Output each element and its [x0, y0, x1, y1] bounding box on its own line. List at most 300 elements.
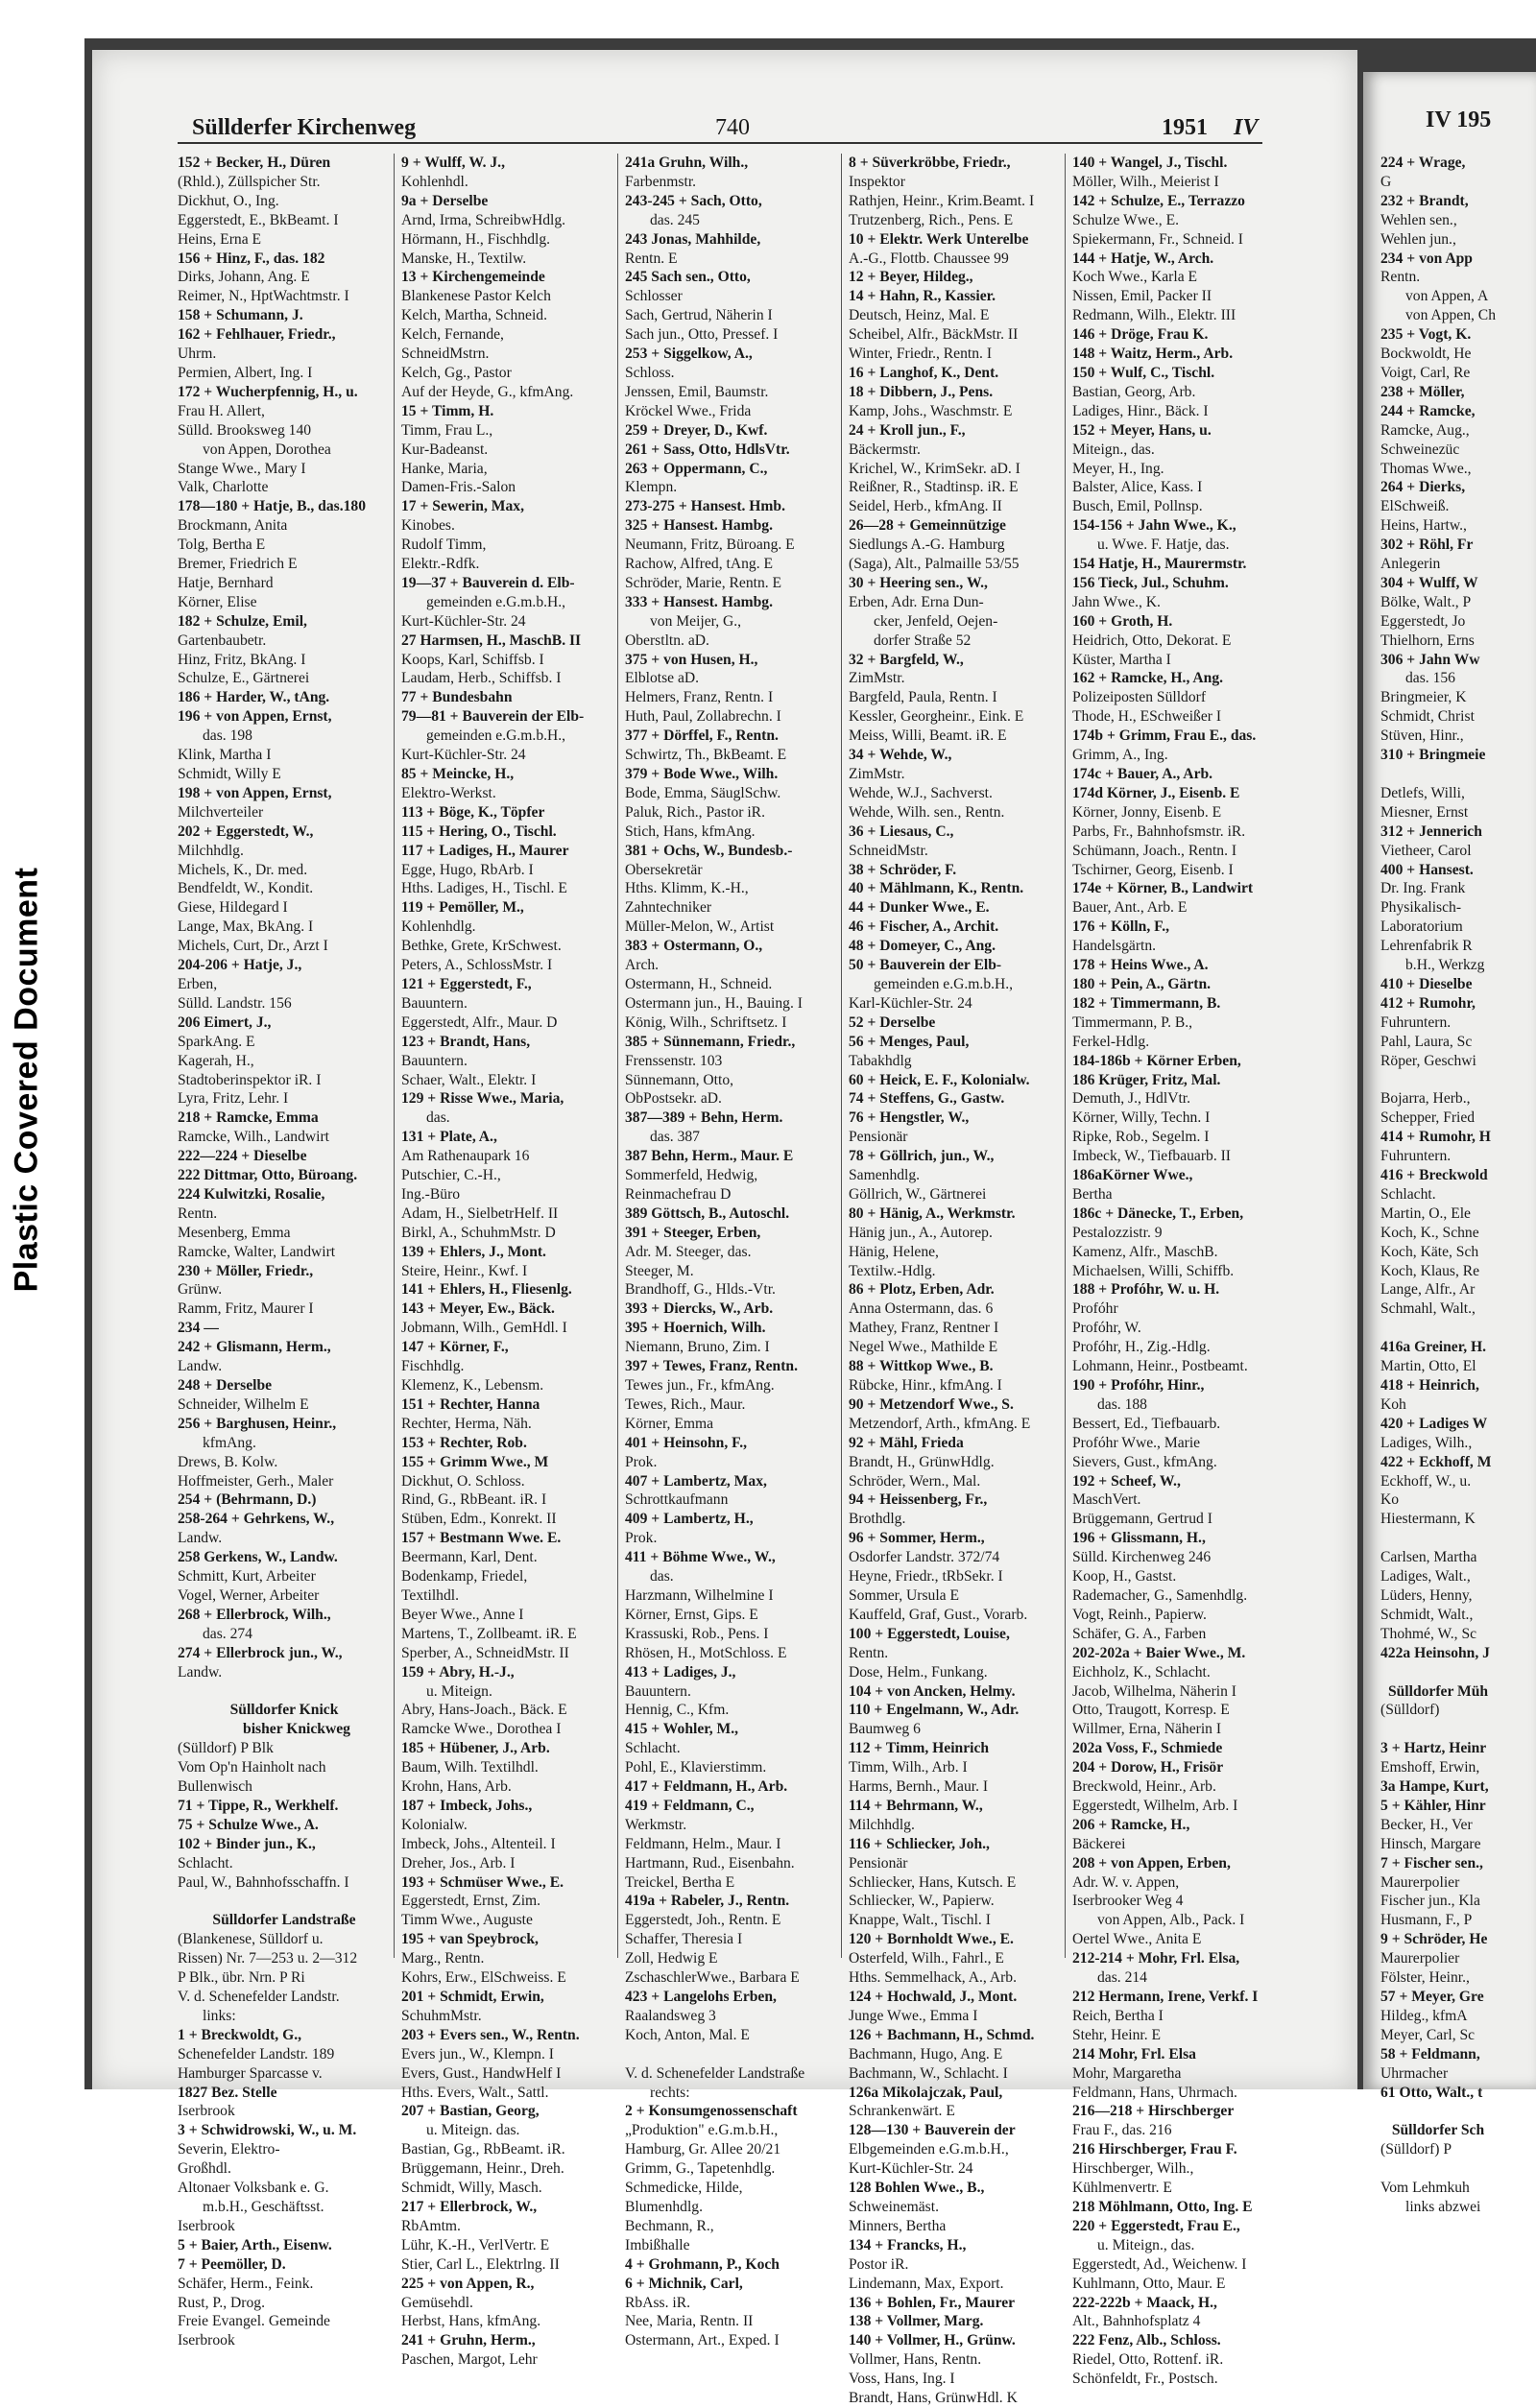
directory-entry: Raalandsweg 3 [625, 2007, 716, 2024]
directory-entry: Sommer, Ursula E [849, 1586, 960, 1604]
directory-entry: 377 + Dörffel, F., Rentn. [625, 727, 779, 745]
directory-entry: Abry, Hans-Joach., Bäck. E [401, 1702, 567, 1719]
directory-entry: 61 Otto, Walt., t [1380, 2084, 1483, 2101]
directory-entry: 141 + Ehlers, H., Fliesenlg. [401, 1281, 572, 1299]
directory-entry: kfmAng. [203, 1434, 256, 1451]
directory-column-5 [1072, 154, 1285, 2388]
directory-entry: 174d Körner, J., Eisenb. E [1072, 784, 1240, 801]
directory-entry: Hartmann, Rud., Eisenbahn. [625, 1854, 795, 1872]
directory-entry: Sülldorfer Sch [1391, 2122, 1485, 2139]
directory-entry: Hamburg, Gr. Allee 20/21 [625, 2141, 781, 2158]
directory-entry: 259 + Dreyer, D., Kwf. [625, 421, 768, 439]
directory-entry: 410 + Dieselbe [1380, 975, 1473, 992]
directory-entry: 419 + Feldmann, C., [625, 1797, 755, 1814]
directory-entry: 155 + Grimm Wwe., M [401, 1453, 549, 1470]
directory-column-4 [849, 154, 1062, 2407]
directory-entry: Bode, Emma, SäuglSchw. [625, 784, 781, 801]
directory-entry: Rathjen, Heinr., Krim.Beamt. I [849, 192, 1035, 209]
directory-entry: Breckwold, Heinr., Arb. [1072, 1778, 1216, 1796]
directory-entry: Rhösen, H., MotSchloss. E [625, 1644, 787, 1661]
directory-entry: 208 + von Appen, Erben, [1072, 1854, 1231, 1872]
directory-entry: 225 + von Appen, R., [401, 2275, 535, 2292]
directory-entry: Kröckel Wwe., Frida [625, 402, 752, 419]
directory-entry: Wehlen jun., [1380, 230, 1456, 248]
directory-entry: Harzmann, Wilhelmine I [625, 1586, 774, 1604]
directory-entry: 75 + Schulze Wwe., A. [178, 1816, 319, 1833]
directory-entry: Jacob, Wilhelma, Näherin I [1072, 1682, 1236, 1700]
directory-entry: 13 + Kirchengemeinde [401, 269, 545, 286]
directory-entry: Göllrich, W., Gärtnerei [849, 1185, 987, 1203]
directory-entry: 34 + Wehde, W., [849, 747, 952, 764]
directory-entry: 385 + Sünnemann, Friedr., [625, 1033, 796, 1050]
directory-entry: bisher Knickweg [243, 1721, 350, 1738]
directory-entry: 422 + Eckhoff, M [1380, 1453, 1492, 1470]
directory-entry: 17 + Sewerin, Max, [401, 498, 524, 515]
directory-entry: Milchhdlg. [178, 842, 244, 859]
directory-entry: 128—130 + Bauverein der [849, 2122, 1016, 2139]
directory-entry: Ramcke, Aug., [1380, 421, 1470, 439]
directory-entry: Brandt, H., GrünwHdlg. [849, 1453, 995, 1470]
directory-entry: Damen-Fris.-Salon [401, 479, 516, 496]
directory-entry: Bethke, Grete, KrSchwest. [401, 938, 562, 955]
directory-entry: 131 + Plate, A., [401, 1129, 497, 1146]
directory-entry: Severin, Elektro- [178, 2141, 280, 2158]
directory-entry: Frau F., das. 216 [1072, 2122, 1172, 2139]
directory-entry: 77 + Bundesbahn [401, 689, 513, 706]
directory-entry: 40 + Mählmann, K., Rentn. [849, 880, 1024, 897]
directory-entry: Carlsen, Martha [1380, 1549, 1477, 1566]
directory-entry: 387 Behn, Herm., Maur. E [625, 1148, 794, 1165]
directory-entry: Brothdlg. [849, 1511, 906, 1528]
directory-entry: 416a Greiner, H. [1380, 1339, 1487, 1356]
directory-entry: 152 + Meyer, Hans, u. [1072, 421, 1212, 439]
directory-entry: 248 + Derselbe [178, 1377, 273, 1394]
directory-entry: Blumenhdlg. [625, 2198, 703, 2215]
directory-entry: 418 + Heinrich, [1380, 1377, 1479, 1394]
directory-entry: Balster, Alice, Kass. I [1072, 479, 1203, 496]
directory-entry: Hörmann, H., Fischhdlg. [401, 230, 551, 248]
directory-entry: Thomas Wwe., [1380, 460, 1472, 477]
directory-entry: 218 + Ramcke, Emma [178, 1109, 319, 1127]
directory-entry: 7 + Fischer sen., [1380, 1854, 1483, 1872]
directory-entry: 136 + Bohlen, Fr., Maurer [849, 2294, 1016, 2311]
directory-entry: Schmitt, Kurt, Arbeiter [178, 1568, 316, 1585]
directory-entry: Voigt, Carl, Re [1380, 364, 1471, 381]
directory-entry: Pensionär [849, 1129, 908, 1146]
directory-entry: Junge Wwe., Emma I [849, 2007, 978, 2024]
directory-entry: Reimer, N., HptWachtmstr. I [178, 288, 349, 305]
directory-column-2 [401, 154, 614, 2369]
directory-entry: Rübcke, Hinr., kfmAng. I [849, 1377, 1002, 1394]
directory-entry: Spiekermann, Fr., Schneid. I [1072, 230, 1244, 248]
directory-entry: Prok. [625, 1530, 658, 1547]
directory-entry: Becker, H., Ver [1380, 1816, 1473, 1833]
directory-entry: 9 + Wulff, W. J., [401, 155, 505, 171]
directory-entry: Hths. Klimm, K.-H., [625, 880, 749, 897]
directory-entry: 268 + Ellerbrock, Wilh., [178, 1606, 331, 1623]
directory-entry: Timm, Wilh., Arb. I [849, 1759, 968, 1776]
directory-entry: 186 Krüger, Fritz, Mal. [1072, 1071, 1221, 1088]
directory-entry: Arnd, Irma, SchreibwHdlg. [401, 211, 566, 228]
directory-entry: RbAmtm. [401, 2217, 461, 2234]
directory-entry: 140 + Wangel, J., Tischl. [1072, 155, 1228, 171]
directory-entry: Hanke, Maria, [401, 460, 488, 477]
directory-entry: Reißner, R., Stadtinsp. iR. E [849, 479, 1019, 496]
directory-entry: 113 + Böge, K., Töpfer [401, 803, 545, 821]
directory-entry: 203 + Evers sen., W., Rentn. [401, 2026, 580, 2043]
directory-entry: 242 + Glismann, Herm., [178, 1339, 331, 1356]
directory-entry: Sülld. Landstr. 156 [178, 994, 292, 1012]
directory-entry: Schlacht. [1380, 1185, 1436, 1203]
directory-entry: Neumann, Fritz, Büroang. E [625, 536, 795, 554]
directory-entry: 180 + Pein, A., Gärtn. [1072, 975, 1212, 992]
directory-entry: 138 + Vollmer, Marg. [849, 2313, 984, 2330]
directory-entry: 148 + Waitz, Herm., Arb. [1072, 346, 1234, 363]
directory-entry: Seidel, Herb., kfmAng. II [849, 498, 1002, 515]
directory-entry: Michels, Curt, Dr., Arzt I [178, 938, 328, 955]
directory-entry: 114 + Behrmann, W., [849, 1797, 983, 1814]
directory-entry: 119 + Pemöller, M., [401, 899, 524, 917]
directory-entry: 90 + Metzendorf Wwe., S. [849, 1395, 1014, 1413]
directory-entry: Elektr.-Rdfk. [401, 556, 480, 573]
directory-entry: Iserbrook [178, 2332, 235, 2349]
directory-entry: 420 + Ladiges W [1380, 1415, 1488, 1432]
directory-entry: Koop, H., Gastst. [1072, 1568, 1177, 1585]
directory-entry: 126 + Bachmann, H., Schmd. [849, 2026, 1035, 2043]
directory-entry: Schweinemäst. [849, 2198, 939, 2215]
directory-entry: Metzendorf, Arth., kfmAng. E [849, 1415, 1031, 1432]
directory-entry [178, 1892, 391, 1911]
directory-entry: Freie Evangel. Gemeinde [178, 2313, 330, 2330]
directory-entry: 212-214 + Mohr, Frl. Elsa, [1072, 1950, 1240, 1967]
directory-entry: 38 + Schröder, F. [849, 861, 957, 878]
directory-entry: 245 Sach sen., Otto, [625, 269, 751, 286]
directory-entry: 253 + Siggelkow, A., [625, 346, 753, 363]
directory-entry: Krichel, W., KrimSekr. aD. I [849, 460, 1020, 477]
directory-entry: Detlefs, Willi, [1380, 784, 1465, 801]
directory-entry: Eichholz, K., Schlacht. [1072, 1663, 1211, 1681]
directory-entry: 58 + Feldmann, [1380, 2045, 1480, 2062]
directory-entry: 333 + Hansest. Hambg. [625, 593, 774, 610]
directory-entry: Osterfeld, Wilh., Fahrl., E [849, 1950, 1004, 1967]
directory-entry: 96 + Sommer, Herm., [849, 1530, 985, 1547]
directory-entry: 46 + Fischer, A., Archit. [849, 918, 999, 936]
directory-entry: Rademacher, G., Samenhdlg. [1072, 1586, 1248, 1604]
directory-entry: Am Rathenaupark 16 [401, 1148, 530, 1165]
directory-entry: 391 + Steeger, Erben, [625, 1224, 761, 1241]
directory-entry: Willmer, Erna, Näherin I [1072, 1721, 1222, 1738]
directory-entry: Evers jun., W., Klempn. I [401, 2045, 554, 2062]
directory-entry: Heyne, Friedr., tRbSekr. I [849, 1568, 1003, 1585]
directory-entry: 241a Gruhn, Wilh., [625, 155, 749, 171]
directory-entry: Knappe, Walt., Tischl. I [849, 1912, 991, 1929]
directory-entry: Timm, Frau L., [401, 421, 493, 439]
directory-entry: 234 + von App [1380, 250, 1473, 267]
directory-entry: Ko [1380, 1491, 1400, 1509]
directory-entry: Bechmann, R., [625, 2217, 714, 2234]
directory-entry: 204 + Dorow, H., Frisör [1072, 1759, 1224, 1776]
directory-entry: Laudam, Herb., Schiffsb. I [401, 670, 562, 687]
directory-entry: Steeger, M. [625, 1262, 694, 1279]
directory-entry: Körner, Ernst, Gips. E [625, 1606, 758, 1623]
directory-entry: Kurt-Küchler-Str. 24 [849, 2160, 973, 2178]
directory-entry: 310 + Bringmeie [1380, 747, 1486, 764]
directory-entry: Prok. [625, 1453, 658, 1470]
directory-entry: Schweinezüc [1380, 441, 1460, 458]
directory-entry: 186 + Harder, W., tAng. [178, 689, 330, 706]
directory-entry: Permien, Albert, Ing. I [178, 364, 313, 381]
directory-entry: Ramcke Wwe., Dorothea I [401, 1721, 562, 1738]
directory-entry: Rentn. [1380, 269, 1421, 286]
directory-entry: Dickhut, O. Schloss. [401, 1472, 525, 1490]
directory-entry: dorfer Straße 52 [874, 632, 972, 649]
directory-entry: Müller-Melon, W., Artist [625, 918, 775, 936]
directory-entry: Schrankenwärt. E [849, 2103, 955, 2120]
directory-entry: Sülldorfer Müh [1387, 1682, 1489, 1700]
directory-entry: Bauer, Ant., Arb. E [1072, 899, 1188, 917]
directory-entry: 154 Hatje, H., Maurermstr. [1072, 556, 1247, 573]
directory-entry: Stadtoberinspektor iR. I [178, 1071, 322, 1088]
directory-entry: Eggerstedt, Ernst, Zim. [401, 1893, 541, 1910]
directory-entry: Lyra, Fritz, Lehr. I [178, 1090, 289, 1108]
directory-entry: 393 + Diercks, W., Arb. [625, 1300, 774, 1318]
directory-entry: 216 Hirschberger, Frau F. [1072, 2141, 1237, 2158]
directory-entry: Textilw.-Hdlg. [849, 1262, 936, 1279]
directory-entry: u. Miteign., das. [1097, 2236, 1195, 2253]
directory-entry: m.b.H., Geschäftsst. [203, 2198, 324, 2215]
directory-entry: Hths. Evers, Walt., Sattl. [401, 2084, 549, 2101]
directory-entry: Schlosser [625, 288, 683, 305]
directory-entry: 325 + Hansest. Hambg. [625, 517, 774, 535]
directory-entry: (Sülldorf) [1380, 1702, 1440, 1719]
directory-entry: Iserbrooker Weg 4 [1072, 1893, 1184, 1910]
directory-entry: 202 + Eggerstedt, W., [178, 823, 314, 840]
directory-entry: 207 + Bastian, Georg, [401, 2103, 540, 2120]
directory-entry: 218 Möhlmann, Otto, Ing. E [1072, 2198, 1253, 2215]
directory-entry: 417 + Feldmann, H., Arb. [625, 1778, 788, 1796]
directory-entry: 419a + Rabeler, J., Rentn. [625, 1893, 790, 1910]
directory-entry: Scheibel, Alfr., BäckMstr. II [849, 326, 1019, 344]
directory-entry: Tewes, Rich., Maur. [625, 1395, 746, 1413]
directory-entry: Hänig, Helene, [849, 1243, 939, 1260]
directory-entry: das. 156 [1405, 670, 1455, 687]
directory-entry: 273-275 + Hansest. Hmb. [625, 498, 785, 515]
directory-entry: 174c + Bauer, A., Arb. [1072, 766, 1213, 782]
directory-entry: 212 Hermann, Irene, Verkf. I [1072, 1989, 1259, 2005]
directory-entry: 274 + Ellerbrock jun., W., [178, 1644, 343, 1661]
directory-entry: 134 + Francks, H., [849, 2236, 967, 2253]
directory-entry: 2 + Konsumgenossenschaft [625, 2103, 798, 2120]
sidebar-margin [0, 0, 84, 2089]
directory-entry: „Produktion" e.G.m.b.H., [625, 2122, 779, 2139]
directory-entry: Schaffer, Theresia I [625, 1931, 743, 1948]
directory-entry: 395 + Hoernich, Wilh. [625, 1320, 766, 1337]
directory-entry: 160 + Groth, H. [1072, 612, 1173, 630]
directory-entry: Schepper, Fried [1380, 1109, 1476, 1127]
directory-entry: Milchhdlg. [849, 1816, 915, 1833]
directory-entry: Riedel, Otto, Rottenf. iR. [1072, 2351, 1224, 2369]
directory-entry: 401 + Heinsohn, F., [625, 1434, 748, 1451]
directory-entry: 188 + Profóhr, W. u. H. [1072, 1281, 1220, 1299]
directory-entry: V. d. Schenefelder Landstr. [178, 1989, 340, 2005]
directory-entry: 422a Heinsohn, J [1380, 1644, 1490, 1661]
directory-entry: Obersekretär [625, 861, 703, 878]
directory-entry: 415 + Wohler, M., [625, 1721, 739, 1738]
directory-entry: 154-156 + Jahn Wwe., K., [1072, 517, 1236, 535]
directory-entry: Kur-Badeanst. [401, 441, 489, 458]
directory-entry: 36 + Liesaus, C., [849, 823, 954, 840]
directory-entry: Heidrich, Otto, Dekorat. E [1072, 632, 1232, 649]
directory-entry: Vogt, Reinh., Papierw. [1072, 1606, 1207, 1623]
directory-entry: 206 + Ramcke, H., [1072, 1816, 1190, 1833]
directory-entry: Imbeck, Johs., Altenteil. I [401, 1835, 556, 1852]
directory-entry: 144 + Hatje, W., Arch. [1072, 250, 1214, 267]
directory-entry: Adam, H., SielbetrHelf. II [401, 1204, 559, 1222]
directory-entry [1380, 1319, 1496, 1338]
directory-entry: 102 + Binder jun., K., [178, 1835, 316, 1852]
page-year: 1951 [1162, 115, 1208, 140]
directory-entry: 413 + Ladiges, J., [625, 1663, 736, 1681]
directory-entry: 12 + Beyer, Hildeg., [849, 269, 973, 286]
directory-entry: Inspektor [849, 173, 905, 190]
directory-entry: Thode, H., ESchweißer I [1072, 708, 1222, 726]
directory-entry: Lange, Alfr., Ar [1380, 1281, 1476, 1299]
directory-entry: gemeinden e.G.m.b.H., [426, 593, 566, 610]
directory-entry: cker, Jenfeld, Oejen- [874, 612, 998, 630]
directory-entry: Milchverteiler [178, 803, 264, 821]
directory-entry: 128 Bohlen Wwe., B., [849, 2180, 985, 2197]
directory-entry: 6 + Michnik, Carl, [625, 2275, 743, 2292]
directory-entry: 71 + Tippe, R., Werkhelf. [178, 1797, 339, 1814]
directory-entry: Brüggemann, Gertrud I [1072, 1511, 1212, 1528]
directory-entry: Ostermann, H., Schneid. [625, 975, 773, 992]
directory-entry: Meyer, Carl, Sc [1380, 2026, 1476, 2043]
directory-entry: 14 + Hahn, R., Kassier. [849, 288, 996, 305]
directory-entry: Marg., Rentn. [401, 1950, 485, 1967]
directory-entry: Rind, G., RbBeant. iR. I [401, 1491, 547, 1509]
directory-entry: Kuhlmann, Otto, Maur. E [1072, 2275, 1226, 2292]
directory-entry: Profóhr [1072, 1300, 1118, 1318]
directory-entry: Stehr, Heinr. E [1072, 2026, 1162, 2043]
directory-entry: Bauuntern. [401, 1052, 468, 1069]
directory-entry: Kurt-Küchler-Str. 24 [401, 612, 526, 630]
directory-entry: 48 + Domeyer, C., Ang. [849, 938, 996, 955]
directory-entry: Rentn. E [625, 250, 678, 267]
directory-entry: Peters, A., SchlossMstr. I [401, 957, 553, 974]
directory-entry: Osdorfer Landstr. 372/74 [849, 1549, 1000, 1566]
directory-entry: Dose, Helm., Funkang. [849, 1663, 988, 1681]
directory-entry: 198 + von Appen, Ernst, [178, 784, 332, 801]
directory-entry: 302 + Röhl, Fr [1380, 536, 1474, 554]
directory-entry: 3a Hampe, Kurt, [1380, 1778, 1489, 1796]
directory-entry: Sülld. Kirchenweg 246 [1072, 1549, 1212, 1566]
directory-entry: Iserbrook [178, 2217, 235, 2234]
directory-entry: 24 + Kroll jun., F., [849, 421, 966, 439]
directory-entry: Miteign., das. [1072, 441, 1155, 458]
directory-entry: Eggerstedt, Jo [1380, 612, 1466, 630]
directory-entry: Kühlmenvertr. E [1072, 2180, 1172, 2197]
directory-entry: 112 + Timm, Heinrich [849, 1740, 990, 1757]
directory-entry: 146 + Dröge, Frau K. [1072, 326, 1209, 344]
directory-entry: 196 + von Appen, Ernst, [178, 708, 332, 726]
directory-entry: das. 274 [203, 1625, 252, 1642]
directory-entry: Schlacht. [178, 1854, 233, 1872]
directory-entry: Martin, Otto, El [1380, 1358, 1476, 1375]
directory-entry: 190 + Profóhr, Hinr., [1072, 1377, 1205, 1394]
directory-entry: 150 + Wulf, C., Tischl. [1072, 364, 1215, 381]
directory-entry: 142 + Schulze, E., Terrazzo [1072, 192, 1245, 209]
directory-entry: Auf der Heyde, G., kfmAng. [401, 383, 574, 400]
directory-entry: ZimMstr. [849, 670, 905, 687]
directory-entry: Pensionär [849, 1854, 908, 1872]
directory-entry: Bauuntern. [625, 1682, 691, 1700]
directory-entry: 129 + Risse Wwe., Maria, [401, 1090, 564, 1108]
directory-entry: Grünw. [178, 1281, 223, 1299]
column-divider [617, 154, 618, 1958]
directory-entry: Tschirner, Georg, Eisenb. I [1072, 861, 1234, 878]
directory-entry: Tabakhdlg [849, 1052, 912, 1069]
directory-entry [625, 2045, 838, 2064]
directory-entry: 243-245 + Sach, Otto, [625, 192, 762, 209]
directory-entry: von Appen, Alb., Pack. I [1097, 1912, 1245, 1929]
directory-entry: Schlacht. [625, 1740, 681, 1757]
directory-entry: A.-G., Flottb. Chaussee 99 [849, 250, 1009, 267]
directory-entry: Anna Ostermann, das. 6 [849, 1300, 994, 1318]
directory-entry: Heins, Erna E [178, 230, 262, 248]
directory-entry: Jobmann, Wilh., GemHdl. I [401, 1320, 567, 1337]
directory-entry: Heins, Hartw., [1380, 517, 1467, 535]
directory-entry: 172 + Wucherpfennig, H., u. [178, 383, 358, 400]
directory-entry: Putschier, C.-H., [401, 1167, 501, 1184]
directory-entry: Kauffeld, Graf, Gust., Vorarb. [849, 1606, 1028, 1623]
directory-entry: Iserbrook [178, 2103, 235, 2120]
directory-entry: 202-202a + Baier Wwe., M. [1072, 1644, 1246, 1661]
directory-entry: Wehde, W.J., Sachverst. [849, 784, 993, 801]
directory-entry: Schliecker, W., Papierw. [849, 1893, 995, 1910]
directory-entry: 258-264 + Gehrkens, W., [178, 1511, 335, 1528]
directory-entry: Schmidt, Willy, Masch. [401, 2180, 542, 2197]
directory-entry: Parbs, Fr., Bahnhofsmstr. iR. [1072, 823, 1246, 840]
directory-entry: Lehrenfabrik R [1380, 938, 1473, 955]
directory-entry: Kelch, Martha, Schneid. [401, 307, 547, 324]
directory-entry: Profóhr Wwe., Marie [1072, 1434, 1201, 1451]
directory-entry: Bargfeld, Paula, Rentn. I [849, 689, 997, 706]
directory-entry: 185 + Hübener, J., Arb. [401, 1740, 550, 1757]
directory-entry: 201 + Schmidt, Erwin, [401, 1989, 544, 2005]
directory-entry: Evers, Gust., HandwHelf I [401, 2064, 562, 2082]
directory-entry: Rissen) Nr. 7—253 u. 2—312 [178, 1950, 358, 1967]
directory-entry: Helmers, Franz, Rentn. I [625, 689, 774, 706]
directory-entry: Farbenmstr. [625, 173, 697, 190]
directory-entry: Gartenbaubetr. [178, 632, 267, 649]
directory-entry: Hänig jun., A., Autorep. [849, 1224, 993, 1241]
directory-entry: Ramcke, Wilh., Landwirt [178, 1129, 330, 1146]
directory-entry: Adr. W. v. Appen, [1072, 1873, 1180, 1891]
directory-entry: Emshoff, Erwin, [1380, 1759, 1480, 1776]
directory-entry: Oertel Wwe., Anita E [1072, 1931, 1202, 1948]
directory-entry: 195 + van Speybrock, [401, 1931, 539, 1948]
directory-entry: Erben, Adr. Erna Dun- [849, 593, 984, 610]
directory-entry: Wehde, Wilh. sen., Rentn. [849, 803, 1005, 821]
directory-entry: Schäfer, Herm., Feink. [178, 2275, 314, 2292]
directory-entry: 230 + Möller, Friedr., [178, 1262, 314, 1279]
directory-entry: 10 + Elektr. Werk Unterelbe [849, 230, 1029, 248]
directory-entry: 104 + von Ancken, Helmy. [849, 1682, 1016, 1700]
directory-entry: von Appen, Ch [1405, 307, 1496, 324]
directory-entry: RbAss. iR. [625, 2294, 691, 2311]
directory-entry: Hinz, Fritz, BkAng. I [178, 651, 306, 668]
directory-entry: 411 + Böhme Wwe., W., [625, 1549, 776, 1566]
